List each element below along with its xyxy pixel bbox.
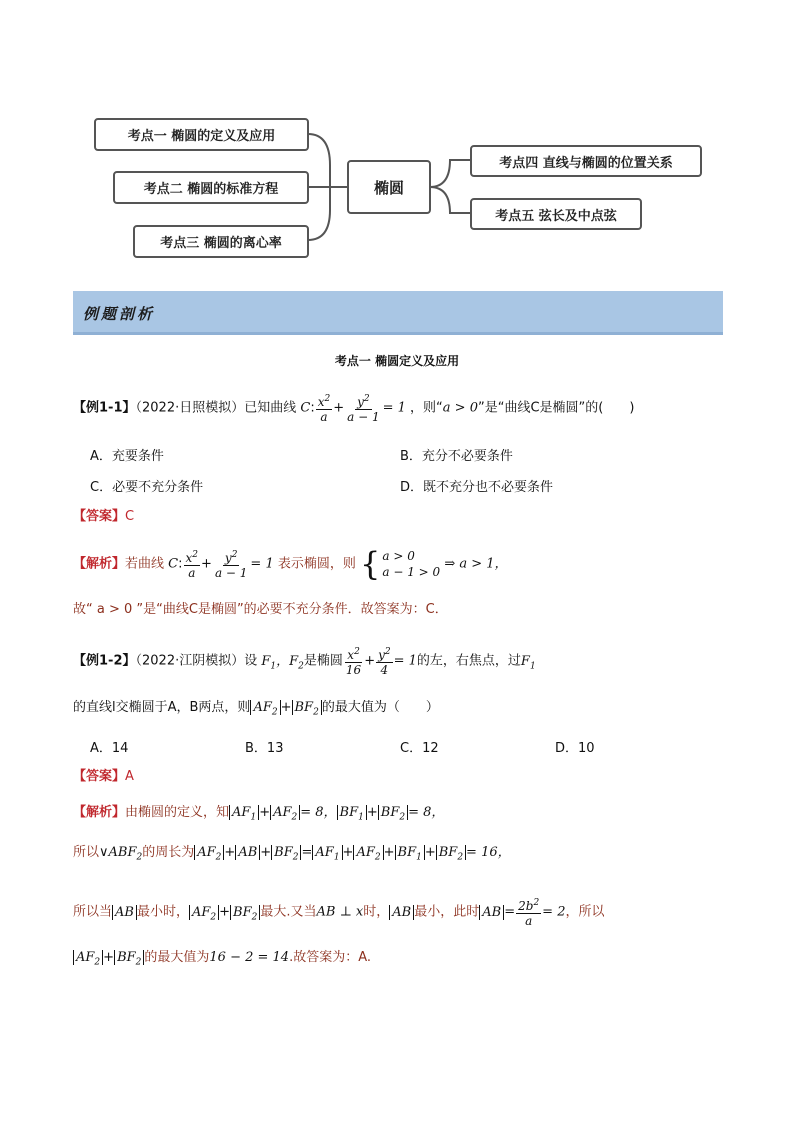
option-c: C．12 xyxy=(400,741,439,756)
mindmap-node-topic5: 考点五 弦长及中点弦 xyxy=(470,198,642,230)
example-tag: 【例1-1】 xyxy=(73,400,136,416)
analysis-line-2: 故“ a > 0 ”是“曲线C是椭圆”的必要不充分条件．故答案为：C． xyxy=(73,602,448,617)
option-d: D．既不充分也不必要条件 xyxy=(400,480,554,495)
answer-line: 【答案】A xyxy=(73,769,134,784)
option-a: A．14 xyxy=(90,741,129,756)
example-1-1-question: 【例1-1】（2022·日照模拟）已知曲线 C: $\frac{x^2}{a}$ + $\frac{y^2}{a - 1}$ = 1 ，则“a > 0”是“曲线C是椭圆”的( ) xyxy=(73,394,635,424)
example-1-2-question-line2: 的直线l交椭圆于A，B两点，则 $AF_2 + BF_2$ 的最大值为（ ） xyxy=(73,700,439,718)
banner-title: 例题剖析 xyxy=(83,305,156,323)
example-1-2-question: 【例1-2】（2022·江阴模拟）设 $F_1$，$F_2$是椭圆 $\frac{x^2}{16}$ + $\frac{y^2}{4}$ = 1的左，右焦点，过$F_1$ xyxy=(73,647,536,677)
answer-line: 【答案】C xyxy=(73,509,135,524)
option-b: B．13 xyxy=(245,741,284,756)
mindmap-node-topic4: 考点四 直线与椭圆的位置关系 xyxy=(470,145,702,177)
option-b: B．充分不必要条件 xyxy=(400,449,513,464)
analysis-line-3: 所以当 AB 最小时， $AF_2 + BF_2$ 最大.又当AB ⊥ x时， AB 最小，此时 AB = $\frac{2b^2}{a}$ = 2，所以 xyxy=(73,898,605,928)
option-c: C．必要不充分条件 xyxy=(90,480,204,495)
analysis-line-1: 【解析】若曲线 C: $\frac{x^2}{a}$ + $\frac{y^2}{a - 1}$ = 1 表示椭圆，则 { a > 0 a − 1 > 0 ⇒ a > 1， xyxy=(73,545,508,583)
option-a: A．充要条件 xyxy=(90,449,164,464)
analysis-line-1: 【解析】由椭圆的定义，知 $AF_1 + AF_2 = 8$， $BF_1 + BF_2 = 8$， xyxy=(73,805,445,823)
section-title: 考点一 椭圆定义及应用 xyxy=(334,354,460,368)
answer-value: C xyxy=(125,509,135,524)
mindmap-node-topic2: 考点二 椭圆的标准方程 xyxy=(113,171,309,204)
option-d: D．10 xyxy=(555,741,595,756)
mindmap-center-node: 椭圆 xyxy=(347,160,431,214)
mindmap-node-topic3: 考点三 椭圆的离心率 xyxy=(133,225,309,258)
example-source: （2022·日照模拟）已知曲线 xyxy=(135,400,297,416)
analysis-line-4: $AF_2 + BF_2$ 的最大值为16 − 2 = 14.故答案为：A. xyxy=(73,948,371,973)
section-banner xyxy=(73,291,723,335)
analysis-line-2: 所以$\vee ABF_2$的周长为 $AF_2$ + AB + $BF_2 = AF_1 + AF_2 + BF_1 + BF_2 = 16$， xyxy=(73,845,511,863)
mindmap-node-topic1: 考点一 椭圆的定义及应用 xyxy=(94,118,309,151)
